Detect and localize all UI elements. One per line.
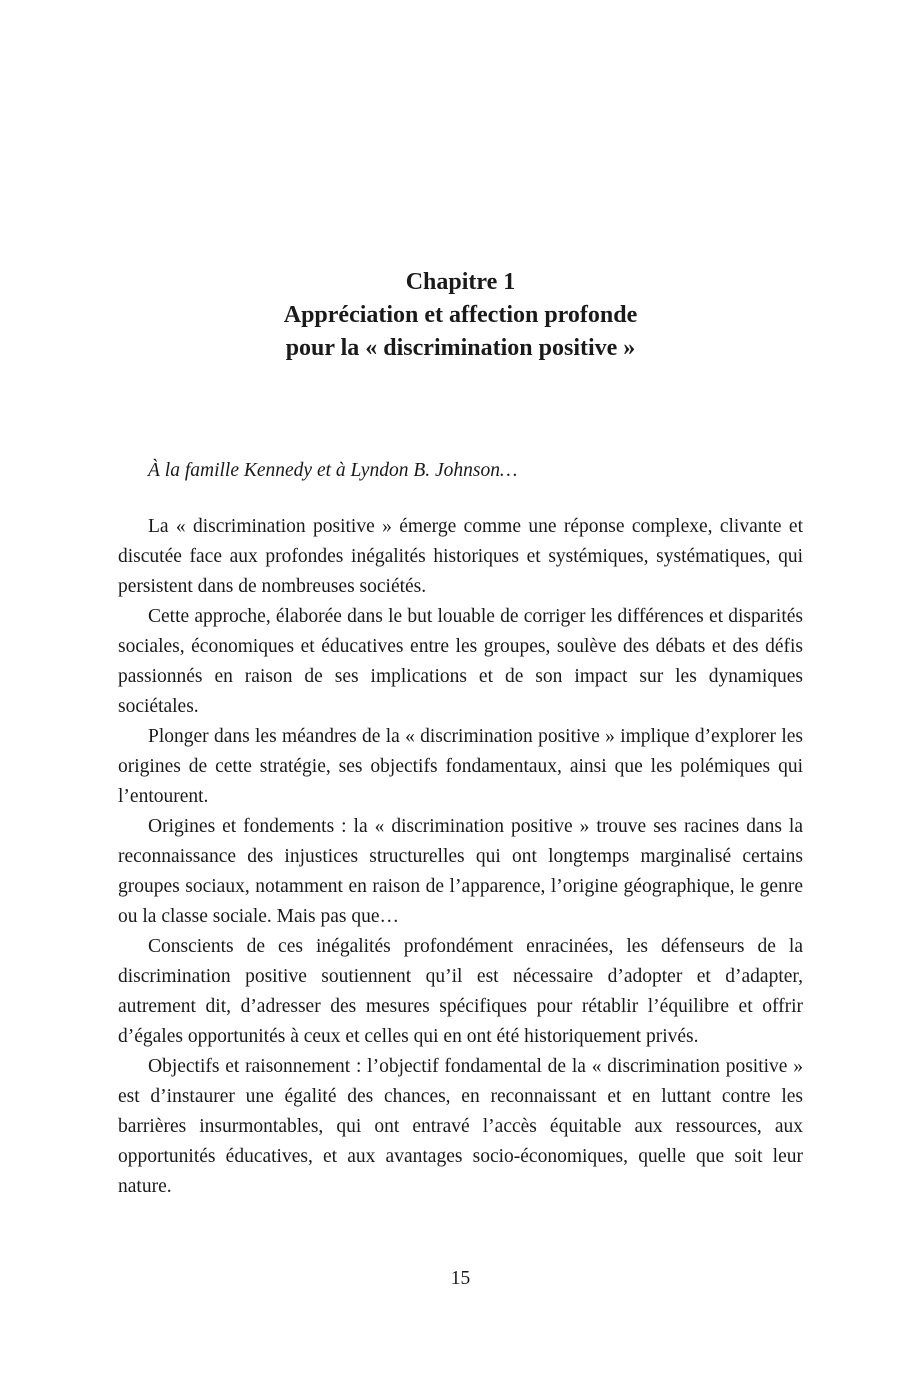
paragraph: La « discrimination positive » émerge comme une réponse complexe, clivante et discutée face aux profondes inégalités historiques et systémiques, systématiques, qui persistent dans de nombreuses sociétés. — [118, 516, 803, 597]
paragraph: Origines et fondements : la « discrimination positive » trouve ses racines dans la reconnaissance des injustices structurelles qui ont longtemps marginalisé certains groupes sociaux, notamment en raison de l’apparence, l’origine géographique, le genre ou la classe sociale. Mais pas que… — [118, 816, 803, 927]
dedication: À la famille Kennedy et à Lyndon B. Johnson… — [148, 460, 518, 481]
chapter-title-line-1: Appréciation et affection profonde — [283, 302, 638, 328]
chapter-title-line-2: pour la « discrimination positive » — [285, 335, 636, 361]
paragraph: Plonger dans les méandres de la « discrimination positive » implique d’explorer les origines de cette stratégie, ses objectifs fondamentaux, ainsi que les polémiques qui l’entourent. — [118, 726, 803, 807]
chapter-heading — [0, 266, 921, 365]
paragraph: Cette approche, élaborée dans le but louable de corriger les différences et disparités sociales, économiques et éducatives entre les groupes, soulève des débats et des défis passionnés en raison de ses implications et de son impact sur les dynamiques sociétales. — [118, 606, 803, 717]
body-text — [118, 512, 803, 1202]
page-number: 15 — [450, 1268, 471, 1289]
paragraph: Objectifs et raisonnement : l’objectif fondamental de la « discrimination positive » est d’instaurer une égalité des chances, en reconnaissant et en luttant contre les barrières insurmontables, qui ont entravé l’accès équitable aux ressources, aux opportunités éducatives, et aux avantages socio-économiques, quelle que soit leur nature. — [118, 1056, 803, 1197]
chapter-number: Chapitre 1 — [405, 269, 516, 295]
paragraph: Conscients de ces inégalités profondément enracinées, les défenseurs de la discrimination positive soutiennent qu’il est nécessaire d’adopter et d’adapter, autrement dit, d’adresser des mesures spécifiques pour rétablir l’équilibre et offrir d’égales opportunités à ceux et celles qui en ont été historiquement privés. — [118, 936, 803, 1047]
